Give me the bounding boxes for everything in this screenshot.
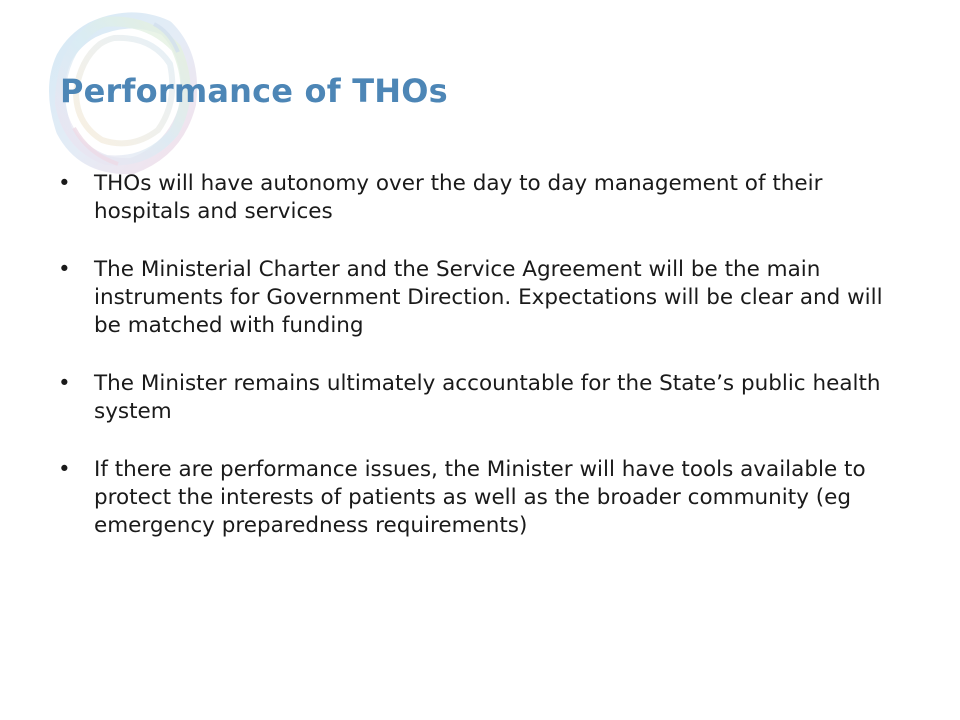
bullet-marker: • [58,171,71,196]
bullet-text: The Ministerial Charter and the Service Agreement will be the main instruments for Government Direction. Expectations will be clear and will be matched with funding [94,257,883,338]
bullet-text: THOs will have autonomy over the day to day management of their hospitals and services [94,171,823,224]
bullet-item [58,256,898,340]
bullet-marker: • [58,457,71,482]
slide-title: Performance of THOs [60,72,448,110]
bullet-marker: • [58,257,71,282]
bullet-marker: • [58,371,71,396]
bullet-item [58,170,898,226]
bullet-item [58,456,898,540]
bullet-text: If there are performance issues, the Minister will have tools available to protect the interests of patients as well as the broader community (eg emergency preparedness requirements) [94,457,866,538]
bullet-text: The Minister remains ultimately accountable for the State’s public health system [94,371,881,424]
bullet-item [58,370,898,426]
bullet-list [58,170,898,570]
